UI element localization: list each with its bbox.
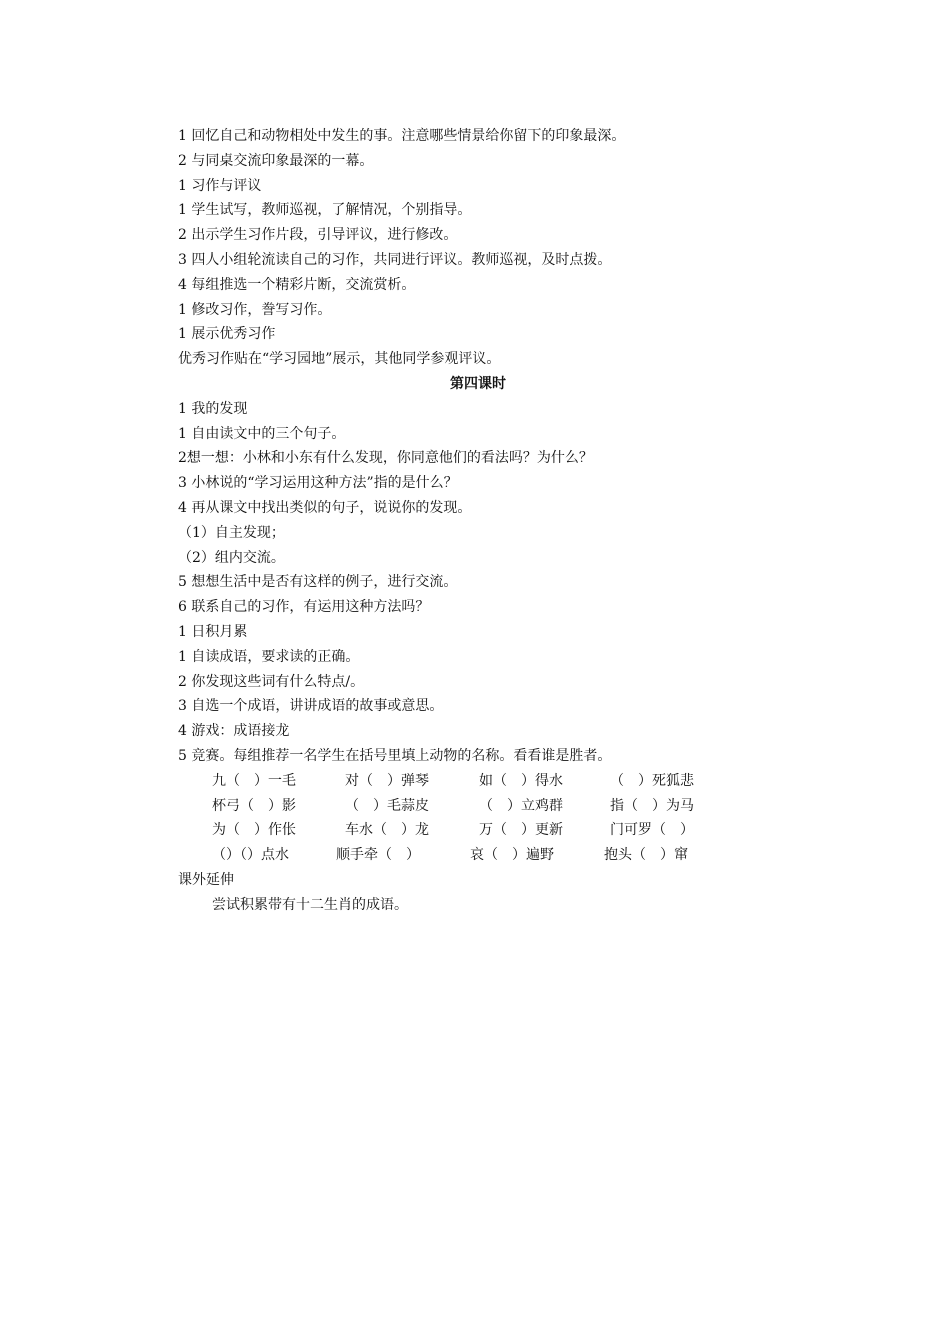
section-after-heading: [178, 397, 778, 769]
idiom-item: （ ）立鸡群: [479, 797, 563, 814]
text-line: 1 回忆自己和动物相处中发生的事。注意哪些情景给你留下的印象最深。: [178, 128, 626, 144]
idiom-item: 抱头（ ）窜: [604, 847, 688, 864]
text-line: 3 小林说的“学习运用这种方法”指的是什么？: [178, 475, 458, 492]
idiom-row: [178, 769, 778, 794]
text-line: （1）自主发现；: [178, 524, 285, 541]
text-line: 1 习作与评议: [178, 177, 262, 194]
text-line: 4 再从课文中找出类似的句子，说说你的发现。: [178, 499, 472, 516]
idiom-item: （）（）点水: [212, 847, 289, 864]
text-line: 1 展示优秀习作: [178, 326, 276, 343]
idiom-row: [178, 818, 778, 843]
document-page: [178, 124, 778, 918]
text-line: 2想一想：小林和小东有什么发现，你同意他们的看法吗？为什么？: [178, 450, 593, 467]
text-line: 1 学生试写，教师巡视，了解情况，个别指导。: [178, 202, 472, 219]
text-line: 1 修改习作，誊写习作。: [178, 301, 332, 318]
idiom-item: 九（ ）一毛: [212, 772, 296, 789]
text-line: 2 你发现这些词有什么特点/。: [178, 673, 365, 690]
text-line: 1 我的发现: [178, 400, 248, 417]
idiom-item: （ ）死狐悲: [610, 772, 694, 789]
text-line: 3 自选一个成语，讲讲成语的故事或意思。: [178, 698, 444, 715]
text-line: 2 出示学生习作片段，引导评议，进行修改。: [178, 227, 458, 244]
idiom-item: 杯弓（ ）影: [212, 797, 296, 814]
text-line: （2）组内交流。: [178, 549, 285, 566]
section-before-heading: [178, 124, 778, 372]
idiom-item: 万（ ）更新: [479, 822, 563, 839]
idiom-row: [178, 794, 778, 819]
text-line: 2 与同桌交流印象最深的一幕。: [178, 152, 374, 169]
text-line: 6 联系自己的习作，有运用这种方法吗？: [178, 599, 430, 616]
text-line: 优秀习作贴在“学习园地”展示，其他同学参观评议。: [178, 351, 501, 368]
idiom-item: 为（ ）作伥: [212, 822, 296, 839]
idiom-item: （ ）毛蒜皮: [345, 797, 429, 814]
text-line: 5 竞赛。每组推荐一名学生在括号里填上动物的名称。看看谁是胜者。: [178, 747, 612, 764]
idiom-grid: [178, 769, 778, 868]
idiom-row: [178, 843, 778, 868]
extension-text: 尝试积累带有十二生肖的成语。: [212, 896, 408, 913]
idiom-item: 对（ ）弹琴: [345, 772, 429, 789]
idiom-item: 顺手牵（ ）: [336, 847, 420, 864]
text-line: 1 自读成语，要求读的正确。: [178, 648, 360, 665]
section-heading: 第四课时: [450, 375, 506, 392]
idiom-item: 指（ ）为马: [610, 797, 694, 814]
text-line: 5 想想生活中是否有这样的例子，进行交流。: [178, 574, 458, 591]
text-line: 1 日积月累: [178, 623, 248, 640]
text-line: 3 四人小组轮流读自己的习作，共同进行评议。教师巡视，及时点拨。: [178, 251, 612, 268]
idiom-item: 车水（ ）龙: [345, 822, 429, 839]
text-line: 4 游戏：成语接龙: [178, 723, 290, 740]
idiom-item: 门可罗（ ）: [610, 822, 694, 839]
text-line: 4 每组推选一个精彩片断，交流赏析。: [178, 276, 416, 293]
idiom-item: 如（ ）得水: [479, 772, 563, 789]
idiom-item: 哀（ ）遍野: [470, 847, 554, 864]
extension-title: 课外延伸: [178, 871, 234, 888]
text-line: 1 自由读文中的三个句子。: [178, 425, 346, 442]
